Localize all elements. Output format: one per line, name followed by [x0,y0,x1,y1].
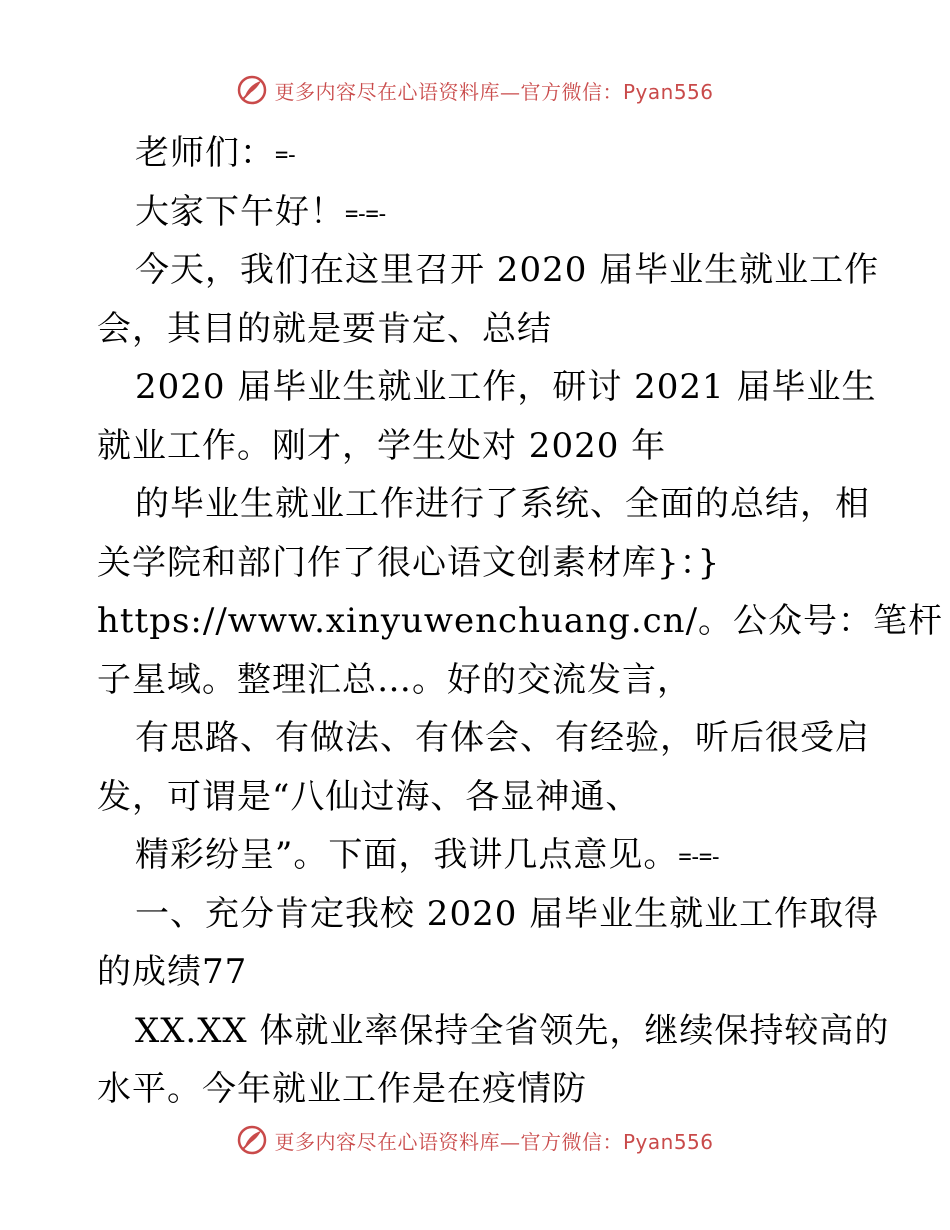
text-line: 发，可谓是“八仙过海、各显神通、 [97,776,641,817]
feather-logo-icon [236,74,268,106]
feather-logo-icon [236,1124,268,1156]
text-line: 水平。今年就业工作是在疫情防 [97,1069,587,1109]
footer-watermark [0,1120,950,1160]
text-line: XX.XX 体就业率保持全省领先，继续保持较高的 [135,1010,890,1051]
text-line: 关学院和部门作了很心语文创素材库}：} [97,542,721,583]
text-line: 就业工作。刚才，学生处对 2020 年 [97,425,667,466]
text-line: 大家下午好！=-=- [135,191,386,232]
text-line: 2020 届毕业生就业工作，研讨 2021 届毕业生 [135,367,877,407]
watermark-text: 更多内容尽在心语资料库—官方微信：Pyan556 [274,79,714,104]
section-heading: 一、充分肯定我校 2020 届毕业生就业工作取得 [135,893,880,934]
watermark-text: 更多内容尽在心语资料库—官方微信：Pyan556 [274,1129,714,1154]
text-line: 有思路、有做法、有体会、有经验，听后很受启 [135,718,870,758]
text-line: 的成绩77 [97,952,248,992]
text-line: 老师们：=- [135,133,296,173]
text-line: 子星域。整理汇总…。好的交流发言， [97,659,692,700]
header-watermark [0,70,950,110]
url-line: https://www.xinyuwenchuang.cn/。公众号：笔杆 [97,601,944,641]
text-line: 精彩纷呈”。下面，我讲几点意见。=-=- [135,835,720,875]
text-line: 的毕业生就业工作进行了系统、全面的总结，相 [135,484,870,524]
text-line: 今天，我们在这里召开 2020 届毕业生就业工作 [135,250,880,290]
text-line: 会，其目的就是要肯定、总结 [97,308,552,349]
document-body [97,124,944,1119]
